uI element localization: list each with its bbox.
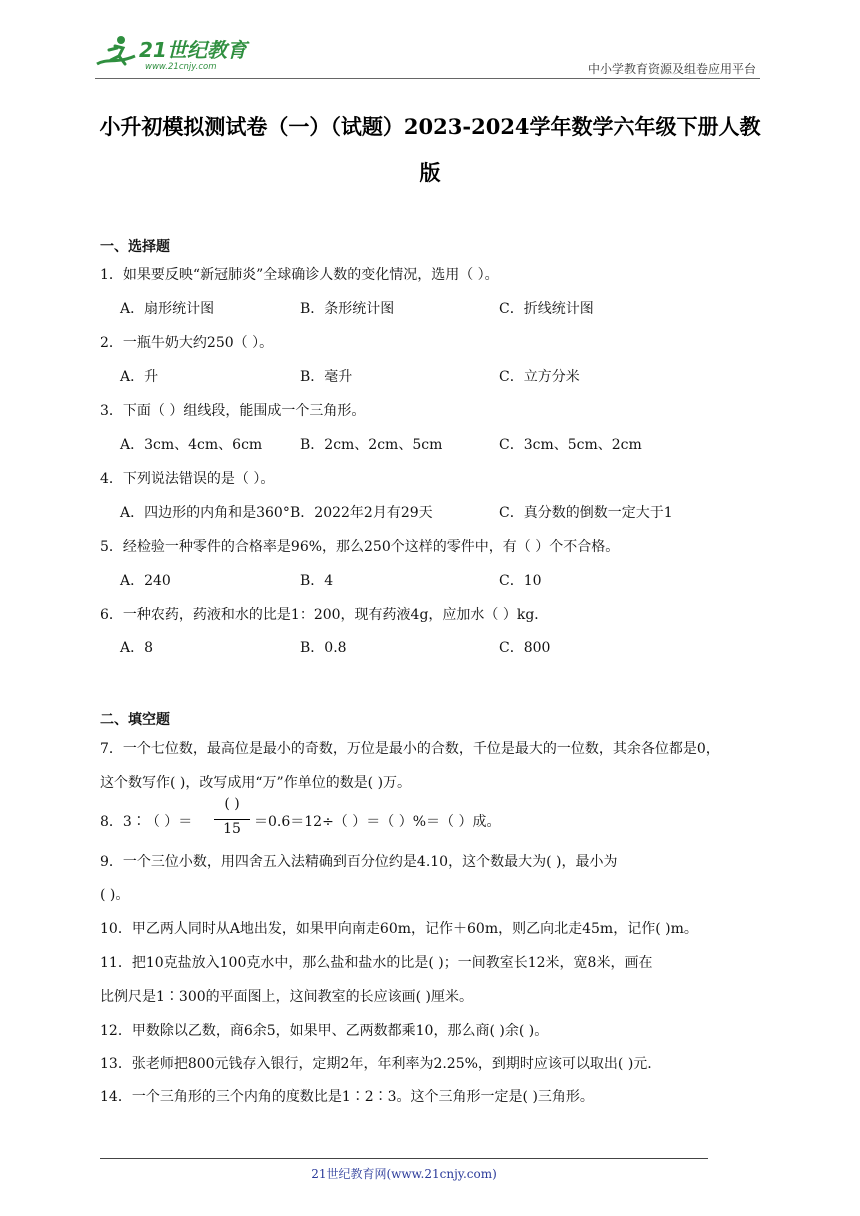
question-11-line-2: 比例尺是1∶300的平面图上，这间教室的长应该画( )厘米。 bbox=[100, 989, 474, 1005]
page-title bbox=[95, 104, 765, 196]
question-4: 4．下列说法错误的是（ ）。 bbox=[100, 471, 275, 487]
question-8-fraction bbox=[212, 796, 252, 842]
question-9-line-2: ( )。 bbox=[100, 887, 130, 903]
question-8-left: 8．3∶（ ）＝ bbox=[100, 814, 193, 830]
logo-url: www.21cnjy.com bbox=[145, 62, 217, 72]
header-divider bbox=[95, 78, 760, 79]
title-line-2: 版 bbox=[419, 160, 441, 185]
footer-link[interactable]: 21世纪教育网(www.21cnjy.com) bbox=[311, 1167, 497, 1181]
q1-option-a: A．扇形统计图 bbox=[120, 301, 215, 317]
question-2: 2．一瓶牛奶大约250（ ）。 bbox=[100, 335, 274, 351]
q5-option-a: A．240 bbox=[120, 573, 171, 589]
question-13: 13．张老师把800元钱存入银行，定期2年，年利率为2.25%，到期时应该可以取出( )元. bbox=[100, 1056, 652, 1072]
fraction-bar bbox=[214, 819, 250, 820]
q3-option-b: B．2cm、2cm、5cm bbox=[300, 437, 443, 453]
q2-option-a: A．升 bbox=[120, 369, 159, 385]
q6-option-a: A．8 bbox=[120, 640, 154, 656]
q3-option-a: A．3cm、4cm、6cm bbox=[120, 437, 263, 453]
question-12: 12．甲数除以乙数，商6余5，如果甲、乙两数都乘10，那么商( )余( )。 bbox=[100, 1023, 549, 1039]
section-heading-choice: 一、选择题 bbox=[100, 239, 170, 255]
q4-option-b: B．2022年2月有29天 bbox=[290, 505, 433, 521]
logo-text: 21世纪教育 bbox=[139, 38, 247, 62]
q6-option-b: B．0.8 bbox=[300, 640, 347, 656]
question-14: 14．一个三角形的三个内角的度数比是1∶2∶3。这个三角形一定是( )三角形。 bbox=[100, 1089, 594, 1105]
title-line-1: 小升初模拟测试卷（一）（试题）2023-2024学年数学六年级下册人教 bbox=[99, 114, 761, 139]
question-1: 1．如果要反映“新冠肺炎”全球确诊人数的变化情况，选用（ ）。 bbox=[100, 267, 499, 283]
q6-option-c: C．800 bbox=[499, 640, 551, 656]
q2-option-c: C．立方分米 bbox=[499, 369, 580, 385]
fraction-denominator: 15 bbox=[223, 821, 241, 837]
question-5: 5．经检验一种零件的合格率是96%，那么250个这样的零件中，有（ ）个不合格。 bbox=[100, 539, 620, 555]
question-10: 10．甲乙两人同时从A地出发，如果甲向南走60m，记作＋60m，则乙向北走45m，记作( )m。 bbox=[100, 921, 698, 937]
q5-option-c: C．10 bbox=[499, 573, 542, 589]
q2-option-b: B．毫升 bbox=[300, 369, 353, 385]
q4-option-a: A．四边形的内角和是360° bbox=[120, 505, 290, 521]
question-9-line-1: 9．一个三位小数，用四舍五入法精确到百分位约是4.10，这个数最大为( )，最小为 bbox=[100, 854, 618, 870]
question-7-line-2: 这个数写作( )，改写成用“万”作单位的数是( )万。 bbox=[100, 775, 412, 791]
q5-option-b: B．4 bbox=[300, 573, 334, 589]
section-heading-fill: 二、填空题 bbox=[100, 712, 170, 728]
platform-name: 中小学教育资源及组卷应用平台 bbox=[587, 62, 756, 76]
runner-logo-icon bbox=[95, 34, 139, 74]
q4-option-c: C．真分数的倒数一定大于1 bbox=[499, 505, 673, 521]
q3-option-c: C．3cm、5cm、2cm bbox=[499, 437, 642, 453]
question-6: 6．一种农药，药液和水的比是1：200，现有药液4g，应加水（ ）kg． bbox=[100, 607, 549, 623]
site-logo[interactable] bbox=[95, 32, 275, 78]
q1-option-b: B．条形统计图 bbox=[300, 301, 395, 317]
q1-option-c: C．折线统计图 bbox=[499, 301, 594, 317]
question-8-right: ＝0.6＝12÷（ ）＝（ ）%＝（ ）成。 bbox=[254, 814, 501, 830]
question-7-line-1: 7．一个七位数，最高位是最小的奇数，万位是最小的合数，千位是最大的一位数，其余各位都是0， bbox=[100, 741, 720, 757]
question-3: 3．下面（ ）组线段，能围成一个三角形。 bbox=[100, 403, 366, 419]
footer-divider bbox=[100, 1158, 708, 1159]
fraction-numerator: ( ) bbox=[224, 796, 240, 812]
page-header bbox=[95, 32, 760, 82]
question-11-line-1: 11．把10克盐放入100克水中，那么盐和盐水的比是( )；一间教室长12米，宽8米，画在 bbox=[100, 955, 653, 971]
